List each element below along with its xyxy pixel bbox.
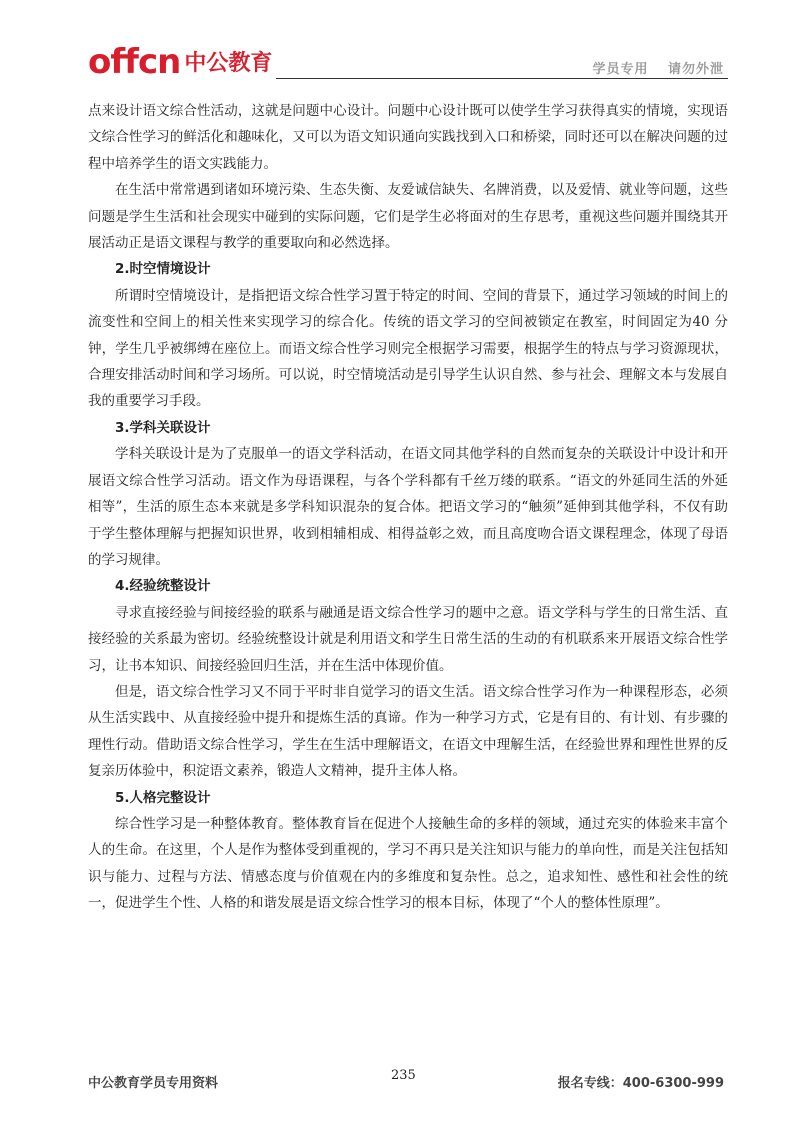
- header-rule: [276, 78, 728, 79]
- paragraph: 但是，语文综合性学习又不同于平时非自觉学习的语文生活。语文综合性学习作为一种课程形态，必须从生活实践中、从直接经验中提升和提炼生活的真谛。作为一种学习方式，它是有目的、有计划、有步骤的理性行动。借助语文综合性学习，学生在生活中理解语文，在语文中理解生活，在经验世界和理性世界的反复亲历体验中，积淀语文素养，锻造人文精神，提升主体人格。: [88, 683, 728, 780]
- paragraph: 所谓时空情境设计，是指把语文综合性学习置于特定的时间、空间的背景下，通过学习领域的时间上的流变性和空间上的相关性来实现学习的综合化。传统的语文学习的空间被锁定在教室，时间固定为40 分钟，学生几乎被绑缚在座位上。而语文综合性学习则完全根据学习需要，根据学生的特点与学习资源现状，合理安排活动时间和学习场所。可以说，时空情境活动是引导学生认识自然、参与社会、理解文本与发展自我的重要学习手段。: [88, 287, 728, 410]
- paragraph: 点来设计语文综合性活动，这就是问题中心设计。问题中心设计既可以使学生学习获得真实的情境，实现语文综合性学习的鲜活化和趣味化，又可以为语文知识通向实践找到入口和桥梁，同时还可以在解决问题的过程中培养学生的语文实践能力。: [88, 103, 728, 172]
- page-content: [88, 98, 728, 917]
- section-heading: 3.学科关联设计: [115, 419, 211, 436]
- header-tag-no-leak: 请勿外泄: [667, 62, 724, 77]
- paragraph: 学科关联设计是为了克服单一的语文学科活动，在语文同其他学科的自然而复杂的关联设计中设计和开展语文综合性学习活动。语文作为母语课程，与各个学科都有千丝万缕的联系。“语文的外延同生活的外延相等”，生活的原生态本来就是多学科知识混杂的复合体。把语文学习的“触须”延伸到其他学科，不仅有助于学生整体理解与把握知识世界，收到相辅相成、相得益彰之效，而且高度吻合语文课程理念，体现了母语的学习规律。: [88, 446, 728, 568]
- logo-text: offcn: [88, 42, 181, 82]
- paragraph: 在生活中常常遇到诸如环境污染、生态失衡、友爱诚信缺失、名牌消费，以及爱情、就业等问题，这些问题是学生生活和社会现实中碰到的实际问题，它们是学生必将面对的生存思考，重视这些问题并围绕其开展活动正是语文课程与教学的重要取向和必然选择。: [88, 182, 728, 252]
- footer-hotline: 报名专线：400-6300-999: [557, 1076, 724, 1091]
- section-heading: 2.时空情境设计: [115, 261, 211, 278]
- header-tags: [592, 58, 724, 77]
- offcn-logo: [88, 38, 272, 82]
- header-tag-students-only: 学员专用: [592, 62, 649, 77]
- section-heading: 5.人格完整设计: [115, 789, 211, 806]
- section-heading: 4.经验统整设计: [115, 578, 211, 595]
- page-header: [88, 38, 728, 82]
- paragraph: 综合性学习是一种整体教育。整体教育旨在促进个人接触生命的多样的领域，通过充实的体验来丰富个人的生命。在这里，个人是作为整体受到重视的，学习不再只是关注知识与能力的单向性，而是关注包括知识与能力、过程与方法、情感态度与价值观在内的多维度和复杂性。总之，追求知性、感性和社会性的统一，促进学生个性、人格的和谐发展是语文综合性学习的根本目标，体现了“个人的整体性原理”。: [88, 815, 728, 912]
- footer-left-text: 中公教育学员专用资料: [88, 1076, 219, 1091]
- page-footer: [88, 1068, 728, 1092]
- logo-cn-text: 中公教育: [184, 51, 273, 76]
- paragraph: 寻求直接经验与间接经验的联系与融通是语文综合性学习的题中之意。语文学科与学生的日常生活、直接经验的关系最为密切。经验统整设计就是利用语文和学生日常生活的生动的有机联系来开展语文综合性学习，让书本知识、间接经验回归生活，并在生活中体现价值。: [88, 604, 728, 674]
- page-number: 235: [391, 1068, 416, 1083]
